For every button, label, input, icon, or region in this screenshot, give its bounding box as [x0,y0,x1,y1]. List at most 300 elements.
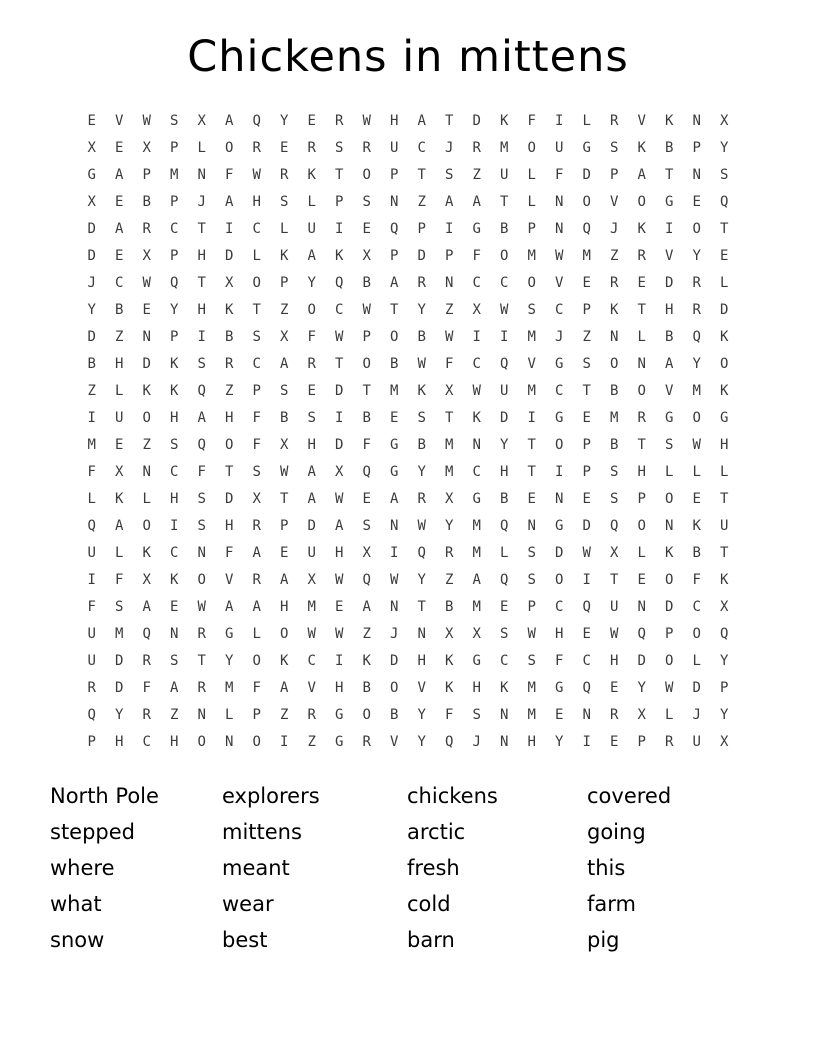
grid-cell-letter: O [252,653,261,669]
grid-cell-letter: R [692,302,701,318]
grid-cell-letter: C [472,356,481,372]
grid-cell-letter: T [665,167,674,183]
grid-cell-letter: C [555,599,564,615]
grid-cell-letter: I [197,329,206,345]
grid-cell-letter: H [197,248,206,264]
grid-cell-letter: V [225,572,234,588]
grid-cell-letter: W [335,329,344,345]
word-list-item: meant [222,856,290,880]
grid-cell-letter: Q [170,275,179,291]
grid-cell-letter: P [170,140,179,156]
grid-cell-letter: E [307,113,316,129]
grid-cell-letter: I [555,464,564,480]
grid-cell-letter: S [280,194,289,210]
grid-cell-letter: Y [417,734,426,750]
grid-cell-letter: B [500,221,509,237]
grid-cell-letter: N [390,194,399,210]
word-list-item: stepped [50,820,136,844]
grid-cell-letter: P [582,464,591,480]
grid-cell-letter: Q [390,221,399,237]
grid-cell-letter: S [472,707,481,723]
grid-cell-letter: K [142,545,151,561]
grid-cell-letter: T [445,410,454,426]
grid-cell-letter: L [720,275,729,291]
grid-cell-letter: D [692,680,701,696]
grid-cell-letter: A [115,518,124,534]
grid-cell-letter: H [225,518,234,534]
grid-cell-letter: K [417,383,426,399]
grid-cell-letter: D [225,491,234,507]
grid-cell-letter: E [582,275,591,291]
grid-cell-letter: X [252,491,261,507]
grid-cell-letter: N [142,329,151,345]
grid-cell-letter: A [225,194,234,210]
grid-cell-letter: I [335,410,344,426]
grid-cell-letter: C [307,653,316,669]
word-list-column [222,778,407,958]
grid-cell-letter: M [500,140,509,156]
grid-row [78,324,738,351]
grid-cell-letter: W [692,437,701,453]
grid-cell-letter: T [280,491,289,507]
grid-cell-letter: E [527,491,536,507]
grid-cell-letter: N [665,518,674,534]
grid-cell-letter: O [252,275,261,291]
grid-cell-letter: S [115,599,124,615]
grid-cell-letter: P [610,167,619,183]
word-list-column [587,778,767,958]
grid-cell-letter: N [472,437,481,453]
grid-cell-letter: X [720,113,729,129]
grid-cell-letter: I [555,113,564,129]
grid-cell-letter: N [500,734,509,750]
grid-cell-letter: D [637,653,646,669]
grid-cell-letter: S [527,302,536,318]
grid-cell-letter: T [610,572,619,588]
grid-cell-letter: B [225,329,234,345]
grid-cell-letter: T [637,302,646,318]
grid-cell-letter: A [665,356,674,372]
grid-cell-letter: F [252,680,261,696]
grid-cell-letter: O [692,626,701,642]
grid-cell-letter: J [197,194,206,210]
grid-cell-letter: S [665,437,674,453]
grid-row [78,405,738,432]
grid-cell-letter: C [692,599,701,615]
grid-cell-letter: O [610,356,619,372]
grid-cell-letter: Q [582,680,591,696]
grid-cell-letter: B [115,302,124,318]
grid-row [78,594,738,621]
grid-cell-letter: S [170,113,179,129]
grid-cell-letter: Q [720,194,729,210]
grid-cell-letter: F [87,464,96,480]
grid-cell-letter: Y [417,302,426,318]
grid-cell-letter: Y [417,464,426,480]
grid-cell-letter: M [472,518,481,534]
grid-cell-letter: T [362,383,371,399]
grid-cell-letter: N [390,599,399,615]
grid-cell-letter: M [225,680,234,696]
grid-cell-letter: I [335,653,344,669]
grid-cell-letter: K [445,680,454,696]
grid-cell-letter: A [390,275,399,291]
grid-cell-letter: F [87,599,96,615]
grid-cell-letter: U [610,599,619,615]
grid-cell-letter: X [720,734,729,750]
grid-cell-letter: P [335,194,344,210]
grid-cell-letter: G [472,491,481,507]
grid-cell-letter: V [390,734,399,750]
grid-cell-letter: Z [115,329,124,345]
grid-cell-letter: T [390,302,399,318]
grid-cell-letter: W [362,113,371,129]
word-list-column [50,778,222,958]
grid-cell-letter: H [197,302,206,318]
grid-cell-letter: X [335,464,344,480]
grid-cell-letter: N [637,356,646,372]
grid-cell-letter: E [115,194,124,210]
grid-cell-letter: R [692,275,701,291]
grid-cell-letter: T [335,356,344,372]
grid-cell-letter: C [170,221,179,237]
grid-cell-letter: J [692,707,701,723]
grid-cell-letter: Y [115,707,124,723]
word-list-item: North Pole [50,784,159,808]
grid-cell-letter: V [417,680,426,696]
grid-cell-letter: D [582,518,591,534]
grid-cell-letter: C [115,275,124,291]
grid-cell-letter: Q [582,221,591,237]
grid-cell-letter: X [362,545,371,561]
grid-cell-letter: S [362,194,371,210]
grid-cell-letter: X [142,572,151,588]
grid-cell-letter: F [445,707,454,723]
grid-cell-letter: V [307,680,316,696]
grid-cell-letter: R [417,275,426,291]
grid-cell-letter: O [555,572,564,588]
grid-cell-letter: Q [582,599,591,615]
grid-cell-letter: G [665,194,674,210]
grid-cell-letter: R [87,680,96,696]
grid-cell-letter: L [280,221,289,237]
grid-row [78,702,738,729]
word-list-item: going [587,820,646,844]
grid-cell-letter: N [170,626,179,642]
grid-cell-letter: O [197,572,206,588]
word-list-item: chickens [407,784,498,808]
grid-cell-letter: B [362,680,371,696]
grid-cell-letter: C [582,653,591,669]
grid-cell-letter: S [252,329,261,345]
grid-cell-letter: G [87,167,96,183]
grid-cell-letter: F [115,572,124,588]
grid-cell-letter: T [252,302,261,318]
grid-cell-letter: Z [582,329,591,345]
grid-cell-letter: L [197,140,206,156]
grid-cell-letter: T [582,383,591,399]
grid-cell-letter: T [335,167,344,183]
grid-cell-letter: T [197,653,206,669]
grid-cell-letter: I [225,221,234,237]
grid-cell-letter: H [170,734,179,750]
grid-cell-letter: Y [720,707,729,723]
grid-cell-letter: Q [637,626,646,642]
grid-cell-letter: P [582,437,591,453]
grid-cell-letter: L [637,329,646,345]
grid-cell-letter: L [582,113,591,129]
grid-cell-letter: K [720,329,729,345]
grid-cell-letter: M [472,545,481,561]
grid-cell-letter: C [252,221,261,237]
grid-cell-letter: J [472,734,481,750]
grid-cell-letter: O [720,356,729,372]
grid-cell-letter: B [665,140,674,156]
grid-cell-letter: N [445,275,454,291]
grid-cell-letter: Q [417,545,426,561]
grid-cell-letter: C [472,464,481,480]
grid-cell-letter: T [197,275,206,291]
grid-cell-letter: B [280,410,289,426]
grid-cell-letter: A [335,518,344,534]
grid-cell-letter: X [637,707,646,723]
grid-cell-letter: V [115,113,124,129]
grid-cell-letter: I [170,518,179,534]
grid-cell-letter: U [500,167,509,183]
grid-cell-letter: T [225,464,234,480]
grid-cell-letter: S [335,140,344,156]
grid-cell-letter: E [720,248,729,264]
grid-cell-letter: I [335,221,344,237]
grid-cell-letter: R [307,356,316,372]
grid-cell-letter: O [692,221,701,237]
grid-cell-letter: O [665,572,674,588]
grid-cell-letter: T [417,599,426,615]
grid-cell-letter: S [500,626,509,642]
grid-cell-letter: Y [307,275,316,291]
grid-cell-letter: O [225,437,234,453]
grid-cell-letter: A [225,599,234,615]
grid-cell-letter: X [472,302,481,318]
grid-cell-letter: K [142,383,151,399]
grid-cell-letter: K [665,545,674,561]
grid-cell-letter: Z [87,383,96,399]
word-list-item: this [587,856,626,880]
grid-cell-letter: M [87,437,96,453]
grid-row [78,297,738,324]
word-list-item: what [50,892,102,916]
grid-cell-letter: G [555,680,564,696]
grid-cell-letter: S [527,572,536,588]
grid-cell-letter: E [335,599,344,615]
grid-cell-letter: A [252,599,261,615]
grid-cell-letter: N [637,599,646,615]
grid-cell-letter: M [170,167,179,183]
grid-cell-letter: A [197,410,206,426]
grid-cell-letter: O [307,302,316,318]
grid-cell-letter: X [362,248,371,264]
grid-cell-letter: S [170,653,179,669]
grid-cell-letter: K [362,653,371,669]
grid-cell-letter: X [197,113,206,129]
grid-cell-letter: P [390,167,399,183]
grid-cell-letter: K [500,680,509,696]
grid-cell-letter: E [582,626,591,642]
grid-cell-letter: G [472,653,481,669]
grid-cell-letter: S [610,140,619,156]
grid-cell-letter: G [390,464,399,480]
grid-cell-letter: Q [87,707,96,723]
grid-cell-letter: W [362,302,371,318]
grid-row [78,675,738,702]
grid-cell-letter: E [610,734,619,750]
grid-cell-letter: L [692,464,701,480]
grid-cell-letter: S [197,491,206,507]
grid-cell-letter: Y [170,302,179,318]
grid-row [78,162,738,189]
grid-cell-letter: J [87,275,96,291]
grid-cell-letter: U [500,383,509,399]
grid-cell-letter: U [115,410,124,426]
grid-cell-letter: A [307,464,316,480]
grid-cell-letter: G [582,140,591,156]
word-list-item: where [50,856,115,880]
grid-cell-letter: W [417,356,426,372]
grid-row [78,108,738,135]
grid-cell-letter: G [335,734,344,750]
grid-cell-letter: H [637,464,646,480]
grid-cell-letter: Q [445,734,454,750]
grid-cell-letter: X [472,626,481,642]
grid-cell-letter: H [170,491,179,507]
grid-cell-letter: K [692,518,701,534]
grid-cell-letter: T [527,437,536,453]
grid-cell-letter: B [500,491,509,507]
grid-cell-letter: Q [720,626,729,642]
grid-cell-letter: J [390,626,399,642]
grid-cell-letter: W [500,302,509,318]
grid-cell-letter: L [225,707,234,723]
grid-cell-letter: W [445,329,454,345]
grid-cell-letter: H [665,302,674,318]
grid-cell-letter: T [445,113,454,129]
grid-cell-letter: R [142,653,151,669]
grid-cell-letter: F [225,545,234,561]
grid-cell-letter: W [390,572,399,588]
grid-cell-letter: C [555,302,564,318]
grid-cell-letter: L [720,464,729,480]
grid-row [78,540,738,567]
grid-cell-letter: G [720,410,729,426]
grid-cell-letter: M [692,383,701,399]
grid-cell-letter: A [280,680,289,696]
grid-cell-letter: H [555,626,564,642]
grid-cell-letter: H [720,437,729,453]
grid-cell-letter: G [555,410,564,426]
grid-row [78,486,738,513]
grid-cell-letter: P [280,275,289,291]
grid-cell-letter: O [280,626,289,642]
grid-cell-letter: F [692,572,701,588]
grid-cell-letter: U [555,140,564,156]
grid-cell-letter: A [170,680,179,696]
grid-row [78,351,738,378]
grid-cell-letter: L [115,545,124,561]
grid-cell-letter: K [280,653,289,669]
grid-cell-letter: B [390,707,399,723]
grid-cell-letter: N [692,167,701,183]
word-list-item: snow [50,928,105,952]
grid-cell-letter: W [335,626,344,642]
grid-cell-letter: W [472,383,481,399]
grid-cell-letter: G [472,221,481,237]
grid-cell-letter: S [197,356,206,372]
grid-cell-letter: F [197,464,206,480]
grid-cell-letter: G [335,707,344,723]
grid-cell-letter: H [527,734,536,750]
grid-cell-letter: Z [445,302,454,318]
grid-row [78,459,738,486]
grid-cell-letter: W [142,113,151,129]
grid-cell-letter: K [307,167,316,183]
grid-cell-letter: H [170,410,179,426]
grid-cell-letter: Y [225,653,234,669]
grid-cell-letter: A [280,572,289,588]
grid-cell-letter: X [280,329,289,345]
grid-cell-letter: Z [142,437,151,453]
grid-cell-letter: P [445,248,454,264]
grid-cell-letter: P [692,140,701,156]
grid-cell-letter: D [115,653,124,669]
grid-cell-letter: S [582,356,591,372]
grid-cell-letter: O [527,140,536,156]
grid-cell-letter: O [362,167,371,183]
grid-cell-letter: W [555,248,564,264]
grid-cell-letter: W [252,167,261,183]
grid-cell-letter: D [335,383,344,399]
grid-cell-letter: C [500,275,509,291]
grid-cell-letter: R [142,221,151,237]
grid-cell-letter: S [307,410,316,426]
grid-row [78,432,738,459]
grid-cell-letter: L [252,248,261,264]
puzzle-title: Chickens in mittens [187,32,629,82]
grid-cell-letter: X [280,437,289,453]
grid-row [78,270,738,297]
word-list-item: covered [587,784,672,808]
grid-cell-letter: I [665,221,674,237]
grid-cell-letter: O [142,518,151,534]
word-list-item: mittens [222,820,302,844]
grid-cell-letter: Y [720,653,729,669]
grid-cell-letter: X [445,626,454,642]
grid-cell-letter: S [252,464,261,480]
grid-cell-letter: Q [87,518,96,534]
grid-cell-letter: E [637,572,646,588]
grid-cell-letter: R [335,113,344,129]
grid-cell-letter: N [197,707,206,723]
grid-cell-letter: X [115,464,124,480]
grid-cell-letter: U [692,734,701,750]
grid-cell-letter: O [637,518,646,534]
grid-cell-letter: R [610,275,619,291]
grid-cell-letter: Y [417,572,426,588]
grid-cell-letter: D [115,680,124,696]
grid-cell-letter: G [225,626,234,642]
grid-cell-letter: N [555,491,564,507]
grid-cell-letter: P [637,491,646,507]
grid-cell-letter: H [252,194,261,210]
